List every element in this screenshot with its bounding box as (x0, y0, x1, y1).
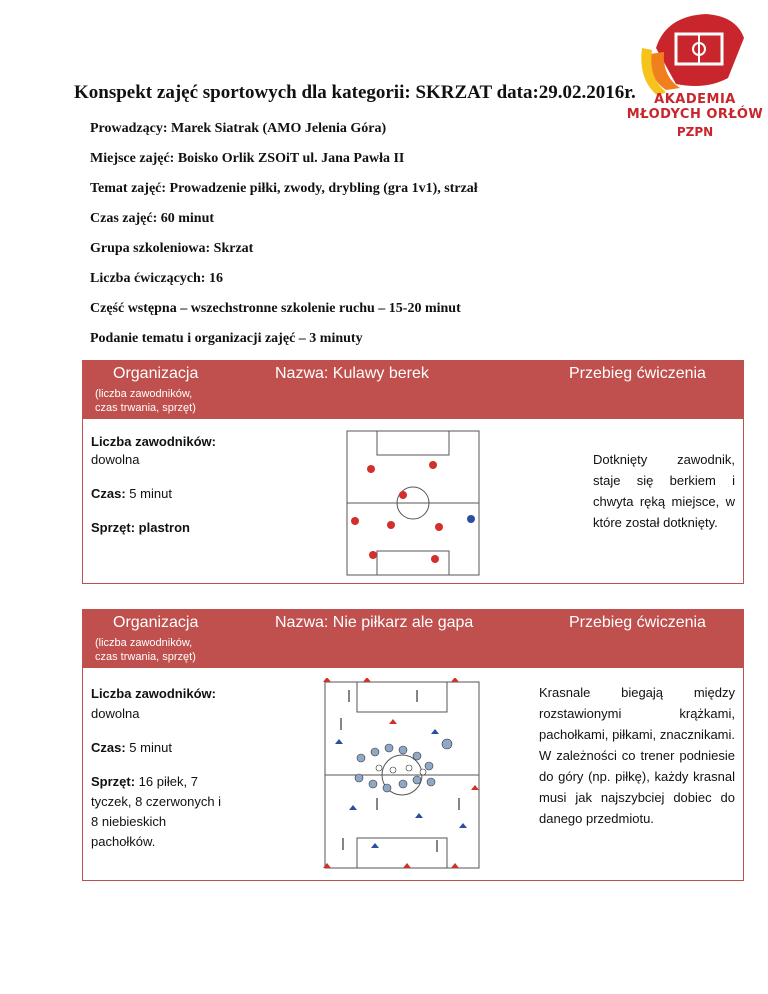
meta-grupa: Grupa szkoleniowa: Skrzat (90, 241, 254, 256)
exercise-2-description: Krasnale biegają między rozstawionymi krążkami, pachołkami, piłkami, znacznikami. W zależności co trener podniesie do góry (np. piłkę), każdy krasnal musi jak najszybciej dobiec do danego przedmiotu. (539, 685, 735, 826)
exercise-1-liczba-label: Liczba zawodników: (91, 434, 216, 449)
meta-miejsce: Miejsce zajęć: Boisko Orlik ZSOiT ul. Jana Pawła II (90, 151, 405, 166)
exercise-1-org-sub-2: czas trwania, sprzęt) (95, 402, 196, 414)
meta-temat: Temat zajęć: Prowadzenie piłki, zwody, drybling (gra 1v1), strzał (90, 181, 478, 196)
exercise-2-name: Nazwa: Nie piłkarz ale gapa (275, 614, 474, 631)
exercise-1-przebieg-heading: Przebieg ćwiczenia (569, 365, 706, 382)
exercise-1-liczba-value: dowolna (91, 452, 140, 467)
exercise-1-org-heading: Organizacja (113, 365, 199, 382)
meta-liczba: Liczba ćwiczących: 16 (90, 271, 223, 286)
exercise-panel-2 (82, 609, 744, 881)
exercise-2-sprzet-label: Sprzęt: (91, 774, 136, 789)
exercise-2-org-sub-2: czas trwania, sprzęt) (95, 651, 196, 663)
logo-line-1: AKADEMIA (654, 92, 736, 107)
exercise-2-przebieg-heading: Przebieg ćwiczenia (569, 614, 706, 631)
exercise-2-org-sub (95, 636, 196, 664)
exercise-2-organization (91, 684, 231, 852)
exercise-2-org-heading: Organizacja (113, 614, 199, 631)
logo-text (620, 92, 768, 140)
meta-czesc: Część wstępna – wszechstronne szkolenie ruchu – 15-20 minut (90, 301, 461, 316)
pitch-diagram-2 (319, 678, 485, 874)
exercise-2-liczba-value: dowolna (91, 706, 140, 721)
exercise-2-header (83, 610, 743, 668)
exercise-1-header (83, 361, 743, 419)
exercise-2-liczba-label: Liczba zawodników: (91, 686, 216, 701)
exercise-1-czas-label: Czas: (91, 486, 126, 501)
exercise-1-czas-value: 5 minut (125, 486, 172, 501)
exercise-2-org-sub-1: (liczba zawodników, (95, 637, 193, 649)
exercise-2-sprzet-value: 16 piłek, 7 tyczek, 8 czerwonych i 8 niebieskich pachołków. (91, 774, 222, 849)
exercise-2-czas-label: Czas: (91, 740, 126, 755)
logo-line-2: MŁODYCH ORŁÓW (626, 107, 764, 122)
exercise-1-org-sub (95, 387, 196, 415)
logo-emblem-icon (636, 8, 754, 98)
meta-podanie: Podanie tematu i organizacji zajęć – 3 minuty (90, 331, 363, 346)
exercise-1-sprzet-label: Sprzęt: plastron (91, 520, 190, 535)
meta-czas: Czas zajęć: 60 minut (90, 211, 215, 226)
exercise-1-organization (91, 433, 241, 537)
exercise-1-org-sub-1: (liczba zawodników, (95, 388, 193, 400)
exercise-panel-1 (82, 360, 744, 584)
logo-line-3: PZPN (676, 125, 714, 139)
page-title: Konspekt zajęć sportowych dla kategorii: SKRZAT data:29.02.2016r. (74, 82, 636, 103)
exercise-1-description: Dotknięty zawodnik, staje się berkiem i chwyta ręką miejsce, w które został dotknięty. (593, 452, 735, 530)
pitch-diagram-1 (343, 427, 483, 579)
exercise-2-czas-value: 5 minut (125, 740, 172, 755)
meta-prowadzacy: Prowadzący: Marek Siatrak (AMO Jelenia Góra) (90, 121, 387, 136)
exercise-1-name: Nazwa: Kulawy berek (275, 365, 429, 382)
